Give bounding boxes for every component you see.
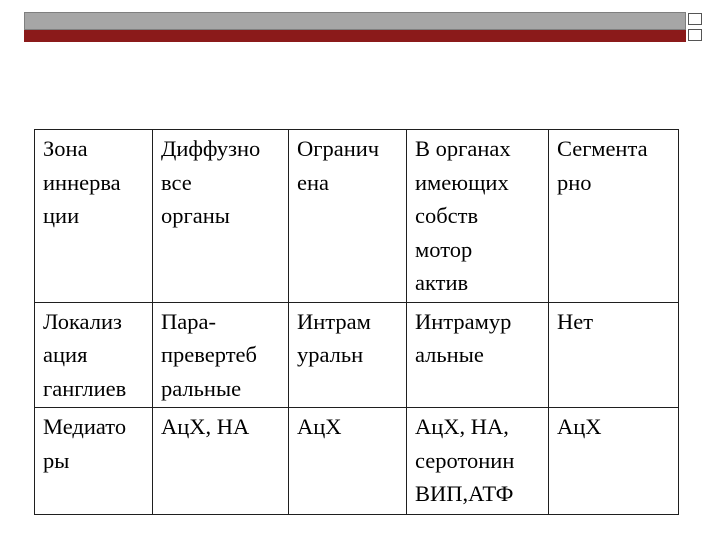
table-cell: Интрам уральн [289, 302, 407, 408]
comparison-table [34, 129, 679, 515]
table-cell: АцХ [289, 408, 407, 515]
table-cell: Пара- превертеб ральные [153, 302, 289, 408]
table-cell-row-header: Зона иннерва ции [35, 130, 153, 303]
corner-square-top-decoration [688, 13, 702, 25]
slide-header-bar-red [24, 30, 686, 42]
table-cell: В органах имеющих собств мотор актив [407, 130, 549, 303]
corner-square-bottom-decoration [688, 29, 702, 41]
table-cell: Нет [549, 302, 679, 408]
table-cell: Диффузно все органы [153, 130, 289, 303]
table-cell-row-header: Медиато ры [35, 408, 153, 515]
slide-header-bar-gray [24, 12, 686, 30]
table-cell: АцХ, НА, серотонин ВИП,АТФ [407, 408, 549, 515]
table-row-ganglia-location [35, 302, 679, 408]
table-cell: АцХ, НА [153, 408, 289, 515]
table-cell: Сегмента рно [549, 130, 679, 303]
table-cell-row-header: Локализ ация ганглиев [35, 302, 153, 408]
table-row-innervation-zone [35, 130, 679, 303]
table-row-mediators [35, 408, 679, 515]
table-cell: Интрамур альные [407, 302, 549, 408]
table-cell: АцХ [549, 408, 679, 515]
table-cell: Огранич ена [289, 130, 407, 303]
